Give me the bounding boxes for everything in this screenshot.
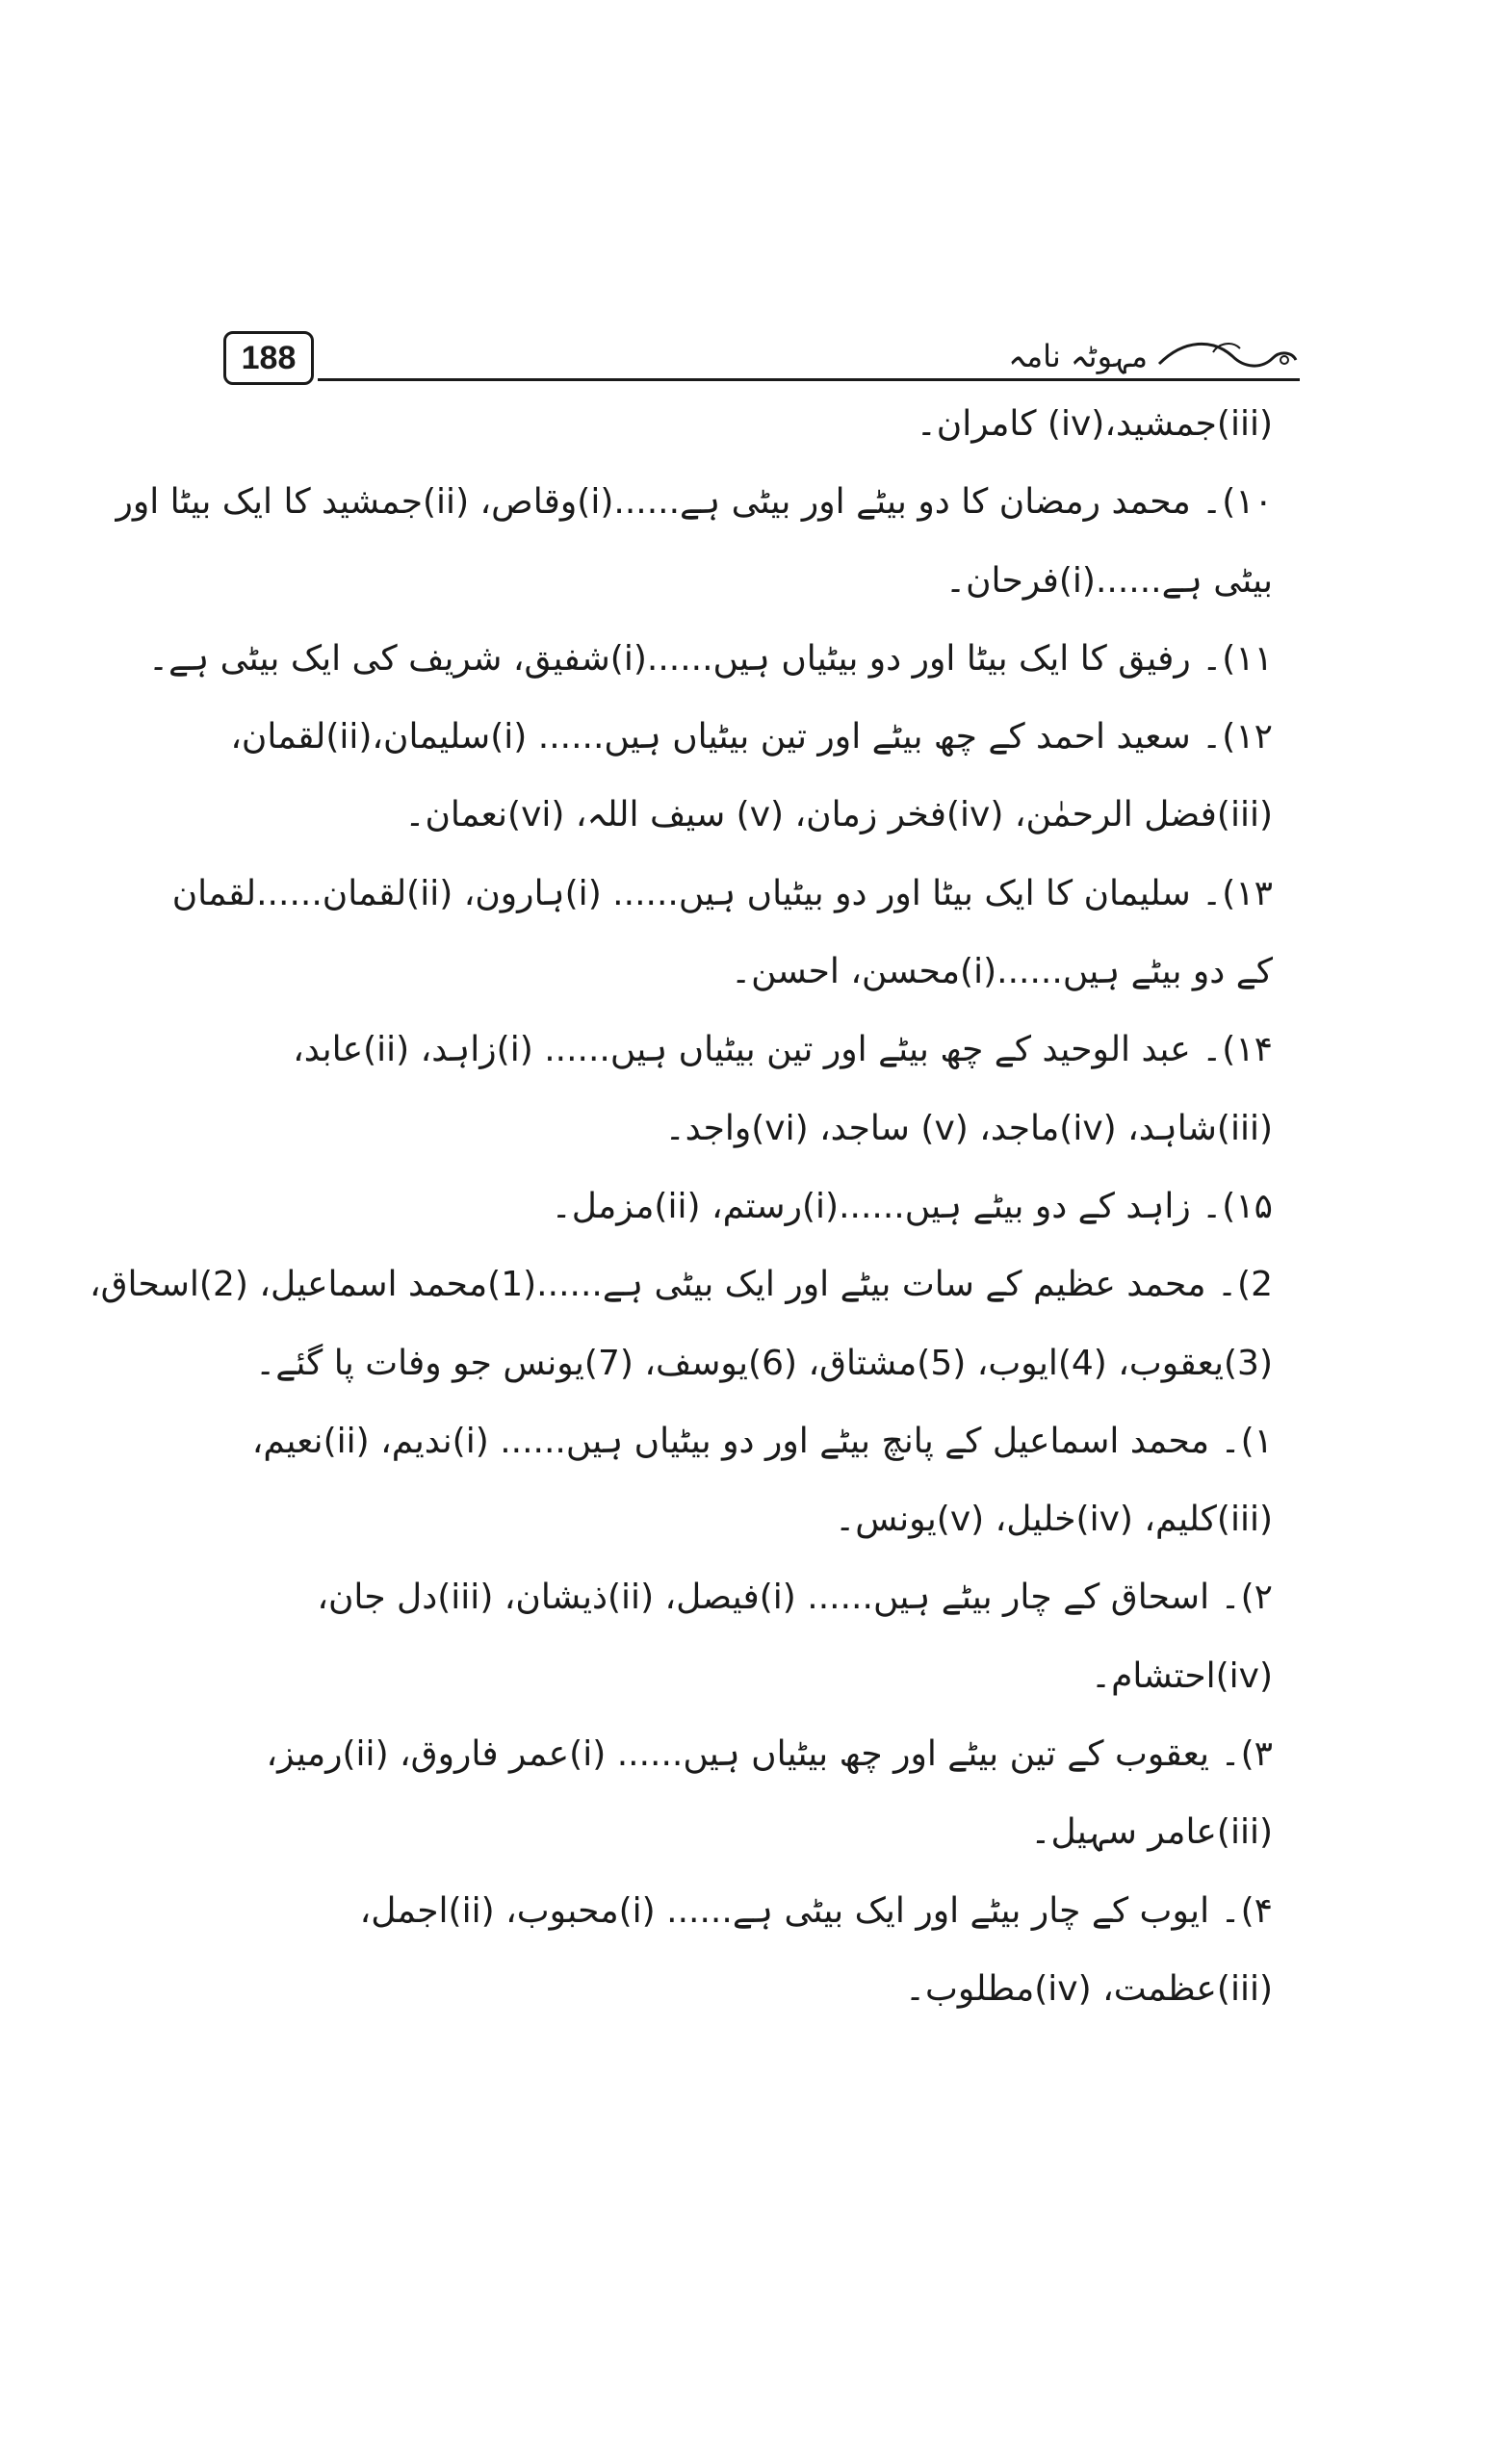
text-line: ۲)۔ اسحاق کے چار بیٹے ہیں...... (i)فیصل، (ii)ذیشان، (iii)دل جان، (317, 1578, 1273, 1618)
text-line: (iii)فضل الرحمٰن، (iv)فخر زمان، (v) سیف اللہ، (vi)نعمان۔ (404, 795, 1273, 835)
text-line: (iv)احتشام۔ (1091, 1656, 1273, 1696)
text-line: (3)یعقوب، (4)ایوب، (5)مشتاق، (6)یوسف، (7)یونس جو وفات پا گئے۔ (255, 1343, 1273, 1383)
text-line: ۱۴)۔ عبد الوحید کے چھ بیٹے اور تین بیٹیاں ہیں...... (i)زاہد، (ii)عابد، (293, 1030, 1273, 1070)
text-line: ۱۰)۔ محمد رمضان کا دو بیٹے اور بیٹی ہے......(i)وقاص، (ii)جمشید کا ایک بیٹا اور (116, 482, 1273, 523)
book-title: مہوٹہ نامہ (1000, 337, 1155, 375)
text-line: ۱۱)۔ رفیق کا ایک بیٹا اور دو بیٹیاں ہیں......(i)شفیق، شریف کی ایک بیٹی ہے۔ (147, 638, 1273, 679)
text-line: (iii)کلیم، (iv)خلیل، (v)یونس۔ (835, 1500, 1273, 1540)
text-line: ۴)۔ ایوب کے چار بیٹے اور ایک بیٹی ہے...... (i)محبوب، (ii)اجمل، (359, 1890, 1273, 1931)
title-ornament-icon (1155, 331, 1300, 377)
text-line: کے دو بیٹے ہیں......(i)محسن، احسن۔ (731, 952, 1273, 992)
text-line: ۱)۔ محمد اسماعیل کے پانچ بیٹے اور دو بیٹیاں ہیں...... (i)ندیم، (ii)نعیم، (251, 1421, 1273, 1461)
text-line: ۱۳)۔ سلیمان کا ایک بیٹا اور دو بیٹیاں ہیں...... (i)ہارون، (ii)لقمان......لقمان (171, 873, 1273, 913)
text-line: ۳)۔ یعقوب کے تین بیٹے اور چھ بیٹیاں ہیں...... (i)عمر فاروق، (ii)رمیز، (266, 1734, 1273, 1775)
text-line: (iii)جمشید،(iv) کامران۔ (916, 404, 1273, 444)
text-line: (iii)عامر سہیل۔ (1030, 1812, 1273, 1853)
page-body (89, 385, 1273, 2028)
text-line: (iii)عظمت، (iv)مطلوب۔ (904, 1968, 1273, 2009)
text-line: ۱۵)۔ زاہد کے دو بیٹے ہیں......(i)رستم، (ii)مزمل۔ (551, 1186, 1273, 1226)
text-line: بیٹی ہے......(i)فرحان۔ (945, 560, 1273, 601)
page-number: 188 (223, 331, 314, 385)
text-line: (iii)شاہد، (iv)ماجد، (v) ساجد، (vi)واجد۔ (664, 1108, 1273, 1148)
text-line: ۱۲)۔ سعید احمد کے چھ بیٹے اور تین بیٹیاں ہیں...... (i)سلیمان،(ii)لقمان، (230, 717, 1273, 757)
page-header (223, 327, 1300, 385)
header-rule (318, 378, 1300, 381)
text-line: 2)۔ محمد عظیم کے سات بیٹے اور ایک بیٹی ہے......(1)محمد اسماعیل، (2)اسحاق، (89, 1265, 1273, 1305)
